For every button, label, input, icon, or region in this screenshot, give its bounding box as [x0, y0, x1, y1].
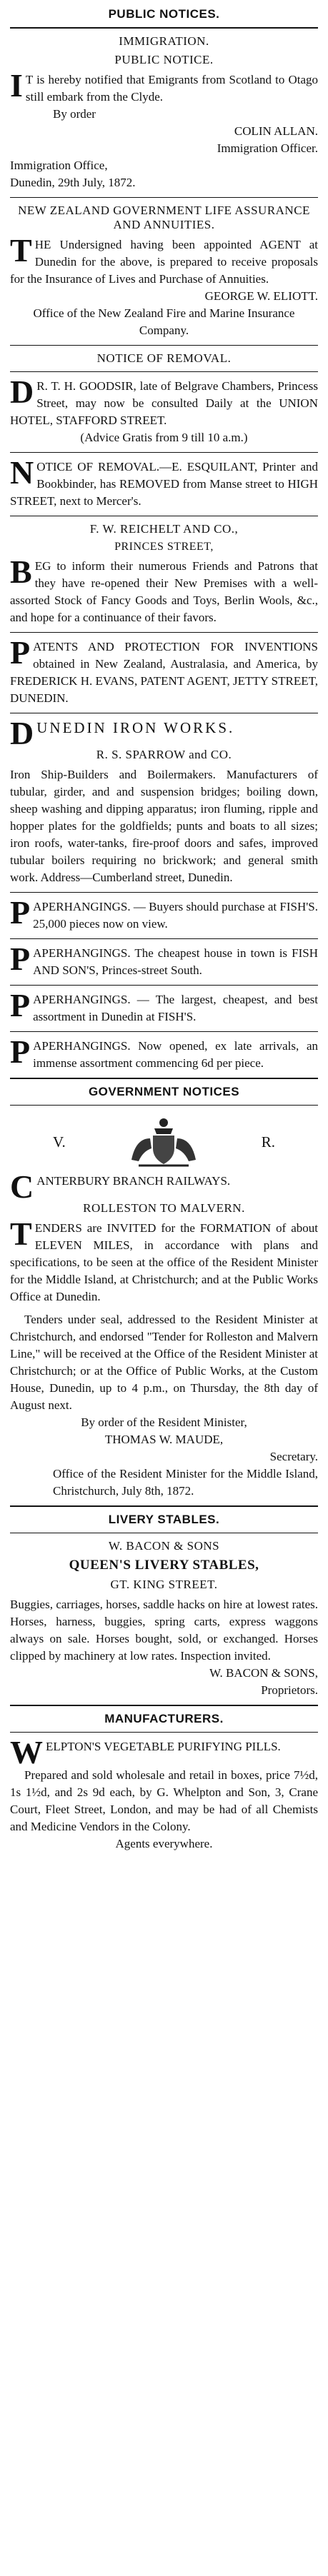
notice-body-2: Tenders under seal, addressed to the Resident Minister at Christchurch, and endorsed "Tender for Rolleston and Malvern Line," will be received at the Office of the Resident Minister at Christchurch; or at the Office of Public Works, at the Custom House, Dunedin, up to 4 p.m., on Thursday, the 8th day of August next.: [10, 1313, 318, 1412]
notice-body: OTICE OF REMOVAL.—E. ESQUILANT, Printer and Bookbinder, has REMOVED from Manse street to HIGH STREET, next to Mercer's.: [10, 460, 318, 508]
drop-cap: P: [10, 894, 31, 931]
welpton-pills-notice: [10, 1734, 318, 1853]
divider: [10, 938, 318, 939]
notice-title: F. W. REICHELT AND CO.,: [89, 522, 239, 536]
notice-date: Dunedin, 29th July, 1872.: [10, 176, 136, 189]
notice-office: Immigration Office,: [10, 159, 108, 172]
notice-body: ENDERS are INVITED for the FORMATION of about ELEVEN MILES, in accordance with plans and specifications, to be seen at the office of the Resident Minister for the Middle Island, at Christchurch; and at the Public Works Office at Dunedin.: [10, 1221, 318, 1303]
manufacturers-header: MANUFACTURERS.: [104, 1712, 224, 1725]
notice-title: IMMIGRATION.: [119, 34, 209, 48]
notice-body: APERHANGINGS. — The largest, cheapest, and best assortment in Dunedin at FISH'S.: [33, 993, 318, 1023]
notice-body: APERHANGINGS. Now opened, ex late arrivals, an immense assortment commencing 6d per piece.: [33, 1039, 318, 1070]
notice-body: APERHANGINGS. — Buyers should purchase at FISH'S. 25,000 pieces now on view.: [33, 900, 318, 931]
signatory: W. BACON & SONS,: [209, 1666, 318, 1680]
drop-cap: T: [10, 232, 32, 269]
divider: [10, 1078, 318, 1079]
crest-right-letter: R.: [261, 1133, 275, 1151]
notice-body: Prepared and sold wholesale and retail in boxes, price 7½d, 1s 1½d, and 2s 9d each, by G. Whelpton and Son, 3, Crane Court, Fleet Street, London, and may be had of all Chemists and Medicine Vendors in the Colony.: [10, 1768, 318, 1833]
signatory-title: Secretary.: [269, 1450, 318, 1463]
divider: [10, 197, 318, 198]
notice-body: ATENTS AND PROTECTION FOR INVENTIONS obtained in New Zealand, Australasia, and America, by FREDERICK H. EVANS, PATENT AGENT, JETTY STREET, DUNEDIN.: [10, 640, 319, 705]
notice-title: NEW ZEALAND GOVERNMENT LIFE ASSURANCE AND ANNUITIES.: [18, 204, 310, 231]
notice-body: Buggies, carriages, horses, saddle hacks on hire at lowest rates. Horses, harness, buggies, spring carts, express waggons always on sale. Horses bought, sold, or exchanged. Horses clipped by machinery at low rates. Inspection invited.: [10, 1598, 318, 1663]
divider: [10, 632, 318, 633]
notice-subtitle: PRINCES STREET,: [114, 541, 214, 553]
paperhangings-notice-4: [10, 1033, 318, 1072]
drop-cap: T: [10, 1216, 32, 1252]
crest-left-letter: V.: [53, 1133, 66, 1151]
drop-cap: C: [10, 1168, 34, 1205]
notice-title: ELPTON'S VEGETABLE PURIFYING PILLS.: [46, 1740, 281, 1753]
divider: [10, 1031, 318, 1032]
notice-subtitle: R. S. SPARROW and CO.: [96, 748, 232, 761]
drop-cap: P: [10, 634, 31, 671]
drop-cap: W: [10, 1734, 43, 1770]
royal-coat-of-arms-icon: [124, 1116, 203, 1168]
notice-subtitle: QUEEN'S LIVERY STABLES,: [69, 1558, 259, 1573]
divider: [10, 1105, 318, 1106]
livery-stables-header: LIVERY STABLES.: [108, 1513, 220, 1526]
notice-office: Office of the Resident Minister for the Middle Island, Christchurch, July 8th, 1872.: [53, 1467, 318, 1498]
divider: [10, 345, 318, 346]
divider: [10, 1732, 318, 1733]
notice-subtitle: ROLLESTON TO MALVERN.: [83, 1201, 245, 1215]
railway-notice: [10, 1168, 318, 1500]
notice-body: R. T. H. GOODSIR, late of Belgrave Chambers, Princess Street, may now be consulted Daily at the UNION HOTEL, STAFFORD STREET.: [10, 379, 318, 427]
notice-agents: Agents everywhere.: [115, 1837, 213, 1850]
notice-body: Iron Ship-Builders and Boilermakers. Manufacturers of tubular, girder, and and suspension bridges; boiling down, sheep washing and dipping apparatus; iron fluming, ripple and hopper plates for the goldfields; punts and boats to all sizes; iron roofs, water-tanks, fire-proof doors and safes, improved tubular boilers requiring no brickwork; and general smith work. Address—Cumberland street, Dunedin.: [10, 768, 318, 884]
notice-body: EG to inform their numerous Friends and Patrons that they have re-opened their New Premises with a well-assorted Stock of Fancy Goods and Toys, Berlin Wools, &c., and hope for a continuance of their favors.: [10, 559, 318, 624]
paperhangings-notice-2: [10, 941, 318, 979]
signatory: COLIN ALLAN.: [234, 124, 318, 138]
immigration-notice: [10, 34, 318, 191]
notice-address: GT. KING STREET.: [110, 1578, 218, 1591]
patents-notice: [10, 634, 319, 707]
esquilant-removal-notice: [10, 454, 318, 510]
paperhangings-notice-1: [10, 894, 318, 933]
signatory-title: Immigration Officer.: [217, 141, 318, 155]
bacon-livery-notice: [10, 1539, 318, 1699]
royal-crest: [10, 1111, 318, 1173]
reichelt-notice: [10, 522, 318, 626]
notice-title: ANTERBURY BRANCH RAILWAYS.: [36, 1174, 231, 1188]
drop-cap: N: [10, 454, 34, 491]
goodsir-removal-notice: [10, 351, 318, 446]
notice-advice: (Advice Gratis from 9 till 10 a.m.): [80, 431, 248, 444]
drop-cap: I: [10, 67, 23, 104]
divider: [10, 892, 318, 893]
notice-by: By order of the Resident Minister,: [81, 1415, 247, 1429]
notice-body: HE Undersigned having been appointed AGENT at Dunedin for the above, is prepared to receive proposals for the Insurance of Lives and Purchase of Annuities.: [10, 238, 318, 286]
signatory: THOMAS W. MAUDE,: [104, 1433, 224, 1446]
iron-works-notice: [10, 715, 318, 886]
notice-body: APERHANGINGS. The cheapest house in town is FISH AND SON'S, Princes-street South.: [33, 946, 318, 977]
drop-cap: D: [10, 374, 34, 410]
drop-cap: B: [10, 553, 32, 590]
notice-office: Office of the New Zealand Fire and Marine Insurance Company.: [33, 306, 295, 337]
signatory-title: Proprietors.: [261, 1683, 318, 1697]
notice-title: NOTICE OF REMOVAL.: [96, 351, 232, 365]
divider: [10, 985, 318, 986]
signatory: GEORGE W. ELIOTT.: [204, 289, 318, 303]
divider: [10, 452, 318, 453]
drop-cap: P: [10, 941, 31, 977]
notice-title: UNEDIN IRON WORKS.: [36, 719, 235, 736]
public-notices-header: PUBLIC NOTICES.: [108, 7, 220, 21]
drop-cap: P: [10, 987, 31, 1023]
divider: [10, 1505, 318, 1507]
divider: [10, 371, 318, 372]
notice-subtitle: PUBLIC NOTICE.: [114, 53, 214, 66]
drop-cap: P: [10, 1033, 31, 1070]
notice-title: W. BACON & SONS: [108, 1539, 220, 1553]
notice-body: T is hereby notified that Emigrants from Scotland to Otago still embark from the Clyde.: [25, 73, 318, 104]
drop-cap: D: [10, 715, 34, 751]
divider: [10, 27, 318, 29]
notice-by: By order: [53, 107, 96, 121]
nz-government-life-notice: [10, 204, 318, 339]
divider: [10, 1705, 318, 1706]
government-notices-header: GOVERNMENT NOTICES: [88, 1085, 240, 1098]
paperhangings-notice-3: [10, 987, 318, 1026]
